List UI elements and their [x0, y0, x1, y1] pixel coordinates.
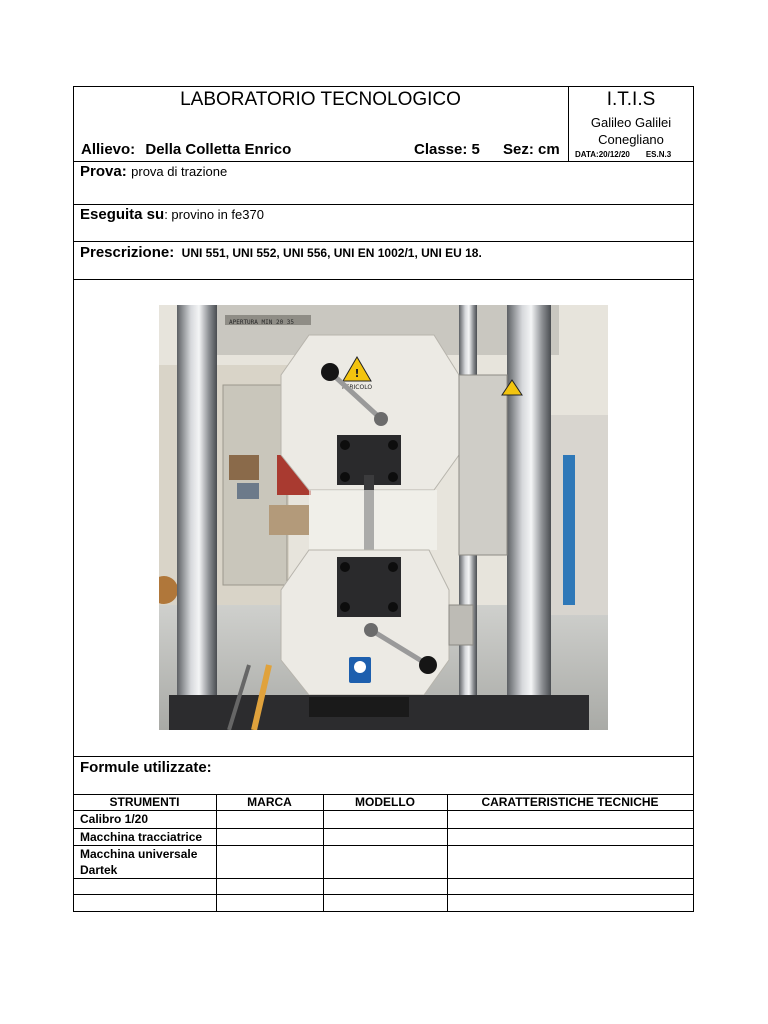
row-divider — [73, 878, 694, 879]
prova-value: prova di trazione — [131, 164, 228, 179]
border-right — [693, 86, 694, 912]
column-header-caratteristiche: CARATTERISTICHE TECNICHE — [481, 795, 659, 809]
table-row-instrument: Calibro 1/20 — [80, 812, 149, 826]
eseguita-value: : provino in fe370 — [164, 207, 264, 222]
prescrizione-value: UNI 551, UNI 552, UNI 556, UNI EN 1002/1, UNI EU 18. — [181, 246, 482, 260]
border-left — [73, 86, 74, 912]
row-divider — [73, 756, 694, 757]
column-header-strumenti: STRUMENTI — [109, 795, 180, 809]
row-divider — [73, 279, 694, 280]
date-text: DATA:20/12/20 — [575, 150, 630, 159]
left-column — [177, 305, 217, 700]
prescrizione-label: Prescrizione: — [80, 244, 175, 261]
tensile-machine-photo — [159, 305, 608, 730]
lab-title: LABORATORIO TECNOLOGICO — [180, 89, 461, 110]
student-row — [81, 141, 291, 158]
student-name: Della Colletta Enrico — [145, 141, 292, 158]
table-row-instrument: Macchina tracciatrice — [80, 830, 203, 844]
class-label: Classe: 5 — [414, 141, 480, 158]
border-top — [73, 86, 694, 87]
report-form — [73, 86, 694, 912]
eseguita-row — [80, 206, 264, 224]
column-header-marca: MARCA — [247, 795, 292, 809]
svg-text:!: ! — [354, 367, 360, 380]
prescrizione-row — [80, 244, 482, 262]
school-line-1: Galileo Galilei — [590, 115, 672, 130]
top-plate-label: APERTURA MIN 20 35 — [229, 319, 295, 326]
prova-row — [80, 163, 227, 181]
row-divider — [73, 161, 694, 162]
row-divider — [73, 241, 694, 242]
table-row-instrument: Macchina universale Dartek — [80, 847, 198, 877]
school-name: I.T.I.S — [606, 89, 656, 110]
row-divider — [73, 894, 694, 895]
machine-illustration — [159, 305, 608, 730]
date-row — [575, 150, 671, 159]
school-line-2: Conegliano — [598, 132, 664, 147]
student-label: Allievo: — [81, 141, 136, 158]
row-divider — [73, 810, 694, 811]
section-label: Sez: cm — [503, 141, 560, 158]
warning-label: PERICOLO — [341, 384, 373, 391]
exercise-number: ES.N.3 — [645, 150, 672, 159]
column-header-modello: MODELLO — [355, 795, 415, 809]
row-divider — [73, 204, 694, 205]
border-bottom — [73, 911, 694, 912]
formulas-label: Formule utilizzate: — [80, 759, 212, 776]
eseguita-label: Eseguita su — [80, 206, 165, 223]
prova-label: Prova: — [80, 163, 127, 180]
lower-lever-knob — [419, 656, 437, 674]
right-column — [507, 305, 551, 710]
upper-lever-knob — [321, 363, 339, 381]
